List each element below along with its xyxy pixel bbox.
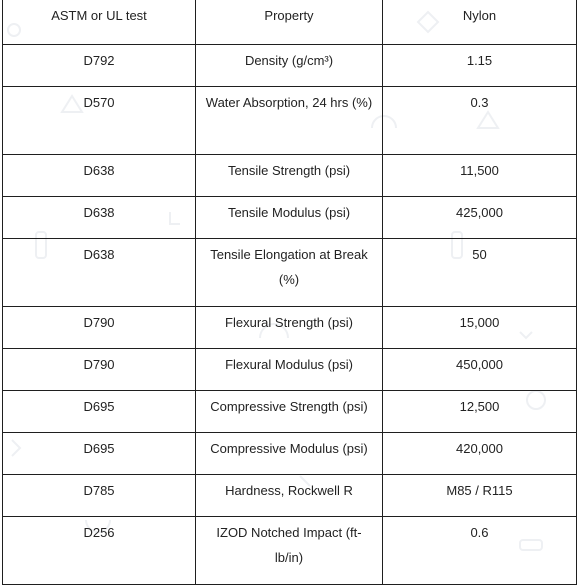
cell-nylon: 450,000 (383, 348, 577, 390)
cell-test: D570 (3, 86, 196, 154)
cell-test: D790 (3, 306, 196, 348)
table-row (3, 348, 577, 390)
cell-nylon: 15,000 (383, 306, 577, 348)
table-row (3, 238, 577, 306)
table-header-row (3, 0, 577, 44)
header-property: Property (196, 0, 383, 44)
cell-nylon: 12,500 (383, 390, 577, 432)
header-astm-or-ul-test: ASTM or UL test (3, 0, 196, 44)
cell-test: D790 (3, 348, 196, 390)
cell-property: Density (g/cm³) (196, 44, 383, 86)
cell-property: Compressive Strength (psi) (196, 390, 383, 432)
cell-property: Tensile Modulus (psi) (196, 196, 383, 238)
table-row (3, 154, 577, 196)
cell-test: D256 (3, 516, 196, 584)
cell-test: D785 (3, 474, 196, 516)
cell-test: D638 (3, 154, 196, 196)
cell-property: IZOD Notched Impact (ft-lb/in) (196, 516, 383, 584)
cell-nylon: 1.15 (383, 44, 577, 86)
table-row (3, 44, 577, 86)
header-nylon: Nylon (383, 0, 577, 44)
cell-nylon: 11,500 (383, 154, 577, 196)
cell-nylon: 50 (383, 238, 577, 306)
table-row (3, 196, 577, 238)
cell-test: D638 (3, 238, 196, 306)
cell-property: Compressive Modulus (psi) (196, 432, 383, 474)
table-row (3, 390, 577, 432)
cell-property: Tensile Elongation at Break (%) (196, 238, 383, 306)
cell-property: Tensile Strength (psi) (196, 154, 383, 196)
cell-nylon: 420,000 (383, 432, 577, 474)
table-row (3, 516, 577, 584)
table-row (3, 474, 577, 516)
material-properties-table (2, 0, 577, 585)
table-row (3, 432, 577, 474)
cell-nylon: 0.6 (383, 516, 577, 584)
table-row (3, 86, 577, 154)
cell-test: D638 (3, 196, 196, 238)
cell-property: Water Absorption, 24 hrs (%) (196, 86, 383, 154)
cell-property: Flexural Strength (psi) (196, 306, 383, 348)
cell-nylon: M85 / R115 (383, 474, 577, 516)
cell-test: D695 (3, 432, 196, 474)
cell-nylon: 0.3 (383, 86, 577, 154)
cell-test: D792 (3, 44, 196, 86)
cell-property: Hardness, Rockwell R (196, 474, 383, 516)
cell-test: D695 (3, 390, 196, 432)
cell-property: Flexural Modulus (psi) (196, 348, 383, 390)
cell-nylon: 425,000 (383, 196, 577, 238)
table-row (3, 306, 577, 348)
